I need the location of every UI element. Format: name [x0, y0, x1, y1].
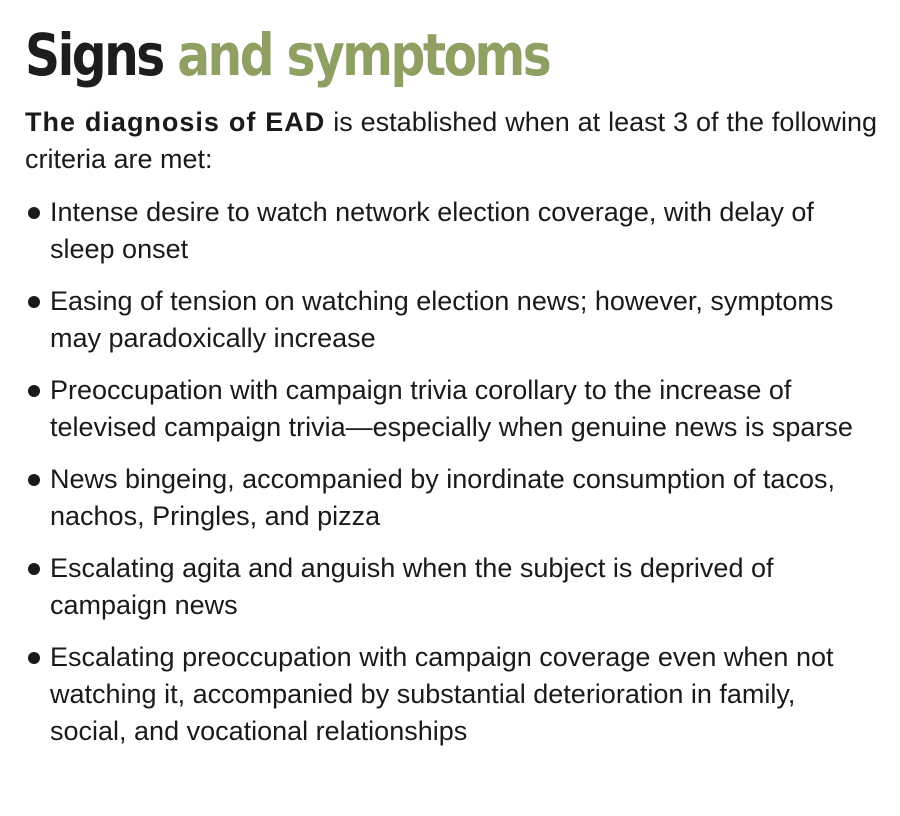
intro-paragraph	[25, 104, 877, 178]
criteria-list	[25, 194, 877, 750]
intro-rest-text: is established when at least 3 of the following criteria are met:	[25, 107, 877, 174]
criterion-text: Escalating preoccupation with campaign coverage even when not watching it, accompanied by substantial deterioration in family, social, and vocational relationships	[50, 642, 834, 746]
bullet-icon	[28, 207, 40, 219]
section-title	[25, 20, 741, 90]
criterion-text: Intense desire to watch network election coverage, with delay of sleep onset	[50, 197, 814, 264]
criterion-item	[25, 283, 877, 357]
criterion-item	[25, 461, 877, 535]
criterion-text: News bingeing, accompanied by inordinate consumption of tacos, nachos, Pringles, and pizza	[50, 464, 835, 531]
title-words-and-symptoms: and symptoms	[177, 21, 550, 89]
criterion-item	[25, 372, 877, 446]
criterion-text: Escalating agita and anguish when the subject is deprived of campaign news	[50, 553, 774, 620]
bullet-icon	[28, 474, 40, 486]
bullet-icon	[28, 385, 40, 397]
criterion-item	[25, 639, 877, 750]
intro-strong-text: The diagnosis of EAD	[25, 107, 326, 137]
bullet-icon	[28, 652, 40, 664]
criterion-item	[25, 550, 877, 624]
criterion-text: Easing of tension on watching election news; however, symptoms may paradoxically increase	[50, 286, 834, 353]
signs-and-symptoms-box	[25, 20, 877, 765]
bullet-icon	[28, 563, 40, 575]
bullet-icon	[28, 296, 40, 308]
criterion-text: Preoccupation with campaign trivia corollary to the increase of televised campaign trivia—especially when genuine news is sparse	[50, 375, 853, 442]
criterion-item	[25, 194, 877, 268]
title-word-signs: Signs	[25, 21, 163, 89]
